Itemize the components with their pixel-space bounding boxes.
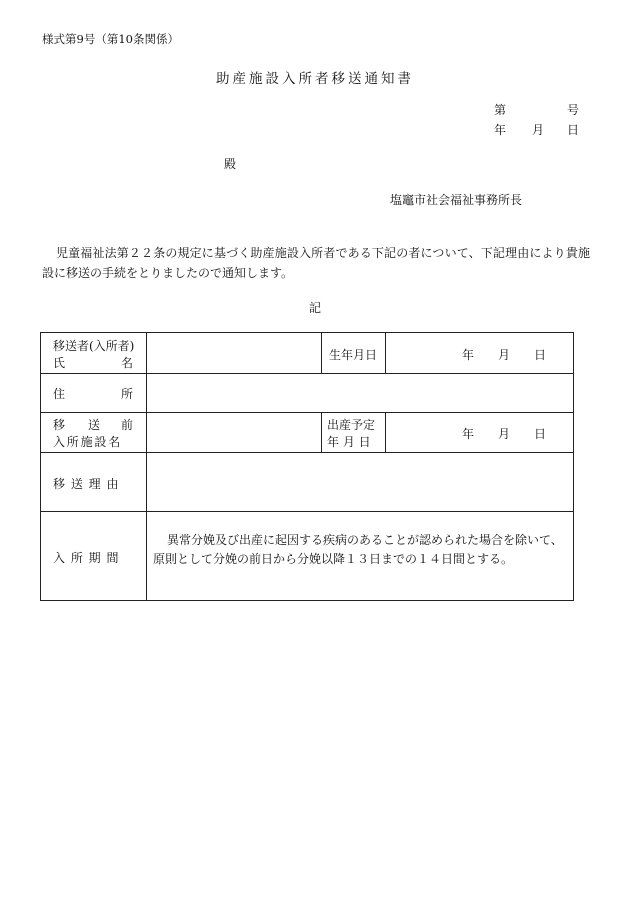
period-text-line1: 異常分娩及び出産に起因する疾病のあることが認められた場合を除いて、 (167, 533, 563, 547)
address-label-a: 住 (53, 387, 66, 401)
due-date-day: 日 (534, 427, 547, 441)
row-divider (41, 373, 573, 374)
column-divider (146, 333, 147, 600)
prev-facility-label-2: 送 (88, 418, 101, 432)
column-divider (321, 333, 322, 373)
birthdate-year: 年 (462, 348, 475, 362)
addressee-honorific: 殿 (224, 157, 237, 171)
number-suffix: 号 (567, 103, 580, 117)
column-divider (321, 412, 322, 452)
reason-label: 移 送 理 由 (53, 477, 120, 491)
document-number (494, 101, 580, 117)
document-date (494, 121, 580, 137)
due-date-month: 月 (498, 427, 511, 441)
date-year: 年 (494, 123, 507, 137)
row-divider (41, 412, 573, 413)
due-date-year: 年 (462, 427, 475, 441)
name-label-line2-a: 氏 (53, 356, 66, 370)
address-label-b: 所 (121, 387, 134, 401)
name-label-line1: 移送者(入所者) (53, 339, 135, 353)
column-divider (385, 412, 386, 452)
form-number-label: 様式第9号（第10条関係） (42, 32, 179, 46)
prev-facility-label-1: 移 (53, 418, 66, 432)
date-day: 日 (567, 123, 580, 137)
ki-heading: 記 (308, 301, 321, 315)
due-date-label-line2: 年 月 日 (327, 435, 371, 449)
number-prefix: 第 (494, 103, 507, 117)
document-title: 助産施設入所者移送通知書 (216, 71, 414, 87)
name-label-line2-b: 名 (121, 356, 134, 370)
date-month: 月 (532, 123, 545, 137)
birthdate-label: 生年月日 (329, 348, 378, 362)
due-date-label-line1: 出産予定 (327, 418, 376, 432)
row-divider (41, 452, 573, 453)
prev-facility-label-3: 前 (121, 418, 134, 432)
notice-body-line1: 児童福祉法第２２条の規定に基づく助産施設入所者である下記の者について、下記理由により貴施 (56, 246, 591, 260)
notice-body-line2: 設に移送の手続をとりましたので通知します。 (42, 266, 294, 280)
period-label: 入 所 期 間 (53, 551, 120, 565)
birthdate-month: 月 (498, 348, 511, 362)
notice-body (42, 243, 591, 283)
column-divider (385, 333, 386, 373)
transfer-form-table (40, 332, 574, 601)
sender-name: 塩竈市社会福祉事務所長 (390, 193, 523, 207)
prev-facility-label-line2: 入所施設名 (53, 435, 123, 449)
row-divider (41, 511, 573, 512)
birthdate-day: 日 (534, 348, 547, 362)
period-text-line2: 原則として分娩の前日から分娩以降１３日までの１４日間とする。 (153, 552, 514, 566)
